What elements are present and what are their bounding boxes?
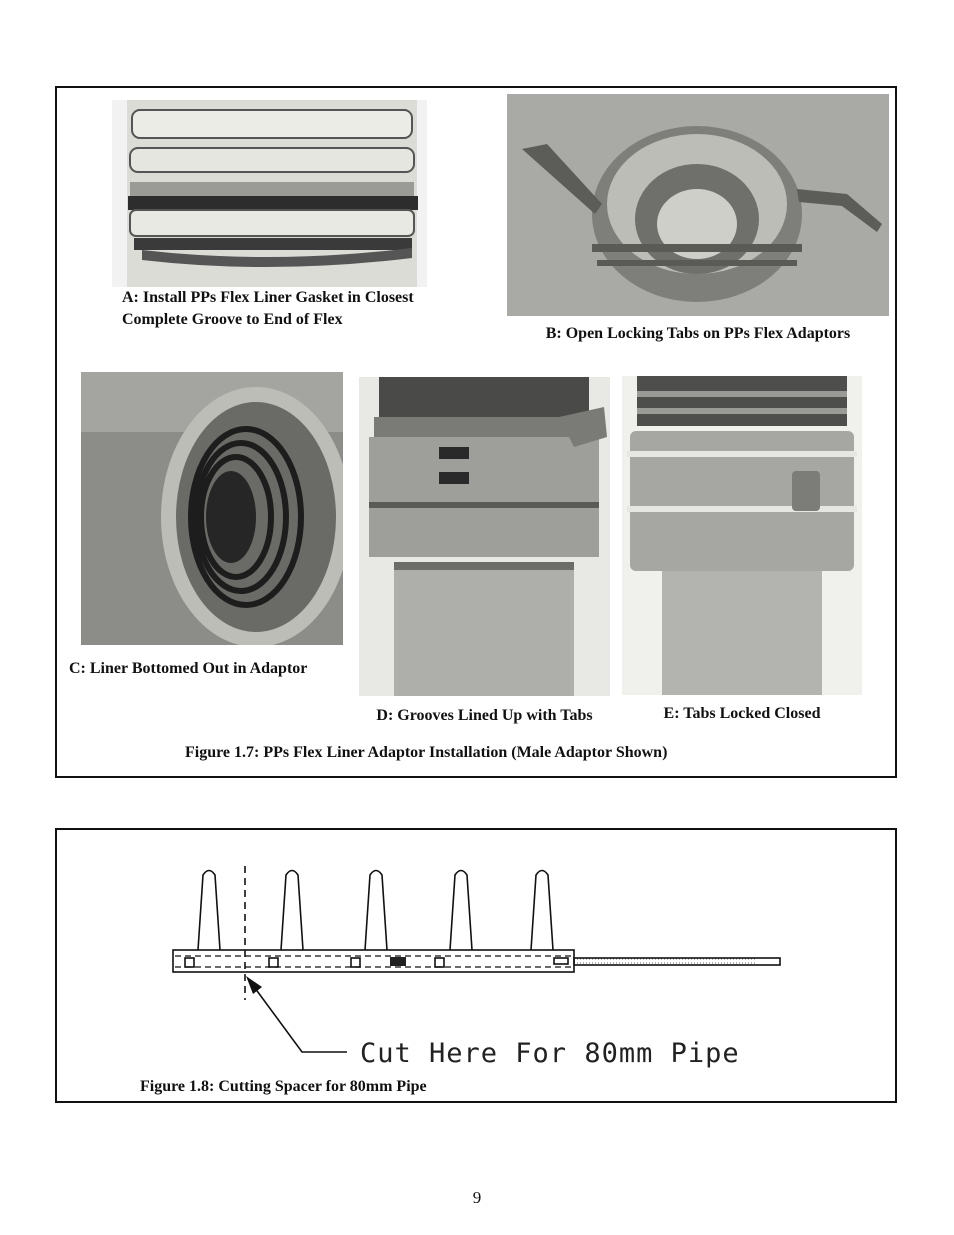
page-number: 9 bbox=[472, 1188, 482, 1207]
caption-e: E: Tabs Locked Closed bbox=[663, 705, 821, 722]
photo-b-image bbox=[507, 94, 889, 316]
photo-b-locking-tabs bbox=[507, 94, 889, 316]
photo-c-image bbox=[81, 372, 343, 645]
callout-leader bbox=[252, 984, 347, 1052]
photo-a-gasket bbox=[112, 100, 427, 287]
spacer-body bbox=[173, 950, 574, 972]
photo-a-image bbox=[112, 100, 427, 287]
spacer-finger-5 bbox=[531, 871, 553, 951]
photo-d-image bbox=[359, 377, 610, 696]
photo-c-liner-bottomed bbox=[81, 372, 343, 645]
spacer-finger-1 bbox=[198, 871, 220, 951]
figure-1-8-frame bbox=[55, 828, 897, 1103]
caption-b: B: Open Locking Tabs on PPs Flex Adaptors bbox=[545, 325, 851, 342]
callout-text: Cut Here For 80mm Pipe bbox=[360, 1038, 740, 1069]
caption-c: C: Liner Bottomed Out in Adaptor bbox=[69, 660, 308, 677]
callout-arrowhead bbox=[246, 976, 262, 994]
caption-d: D: Grooves Lined Up with Tabs bbox=[376, 707, 593, 724]
photo-d-grooves-aligned bbox=[359, 377, 610, 696]
spacer-finger-3 bbox=[365, 871, 387, 951]
spacer-finger-4 bbox=[450, 871, 472, 951]
spacer-diagram bbox=[57, 830, 895, 1101]
figure-1-8-caption: Figure 1.8: Cutting Spacer for 80mm Pipe bbox=[140, 1078, 427, 1095]
spacer-finger-2 bbox=[281, 871, 303, 951]
figure-1-7-frame bbox=[55, 86, 897, 778]
figure-1-7-caption: Figure 1.7: PPs Flex Liner Adaptor Installation (Male Adaptor Shown) bbox=[185, 744, 668, 761]
photo-e-image bbox=[622, 376, 862, 695]
caption-a: A: Install PPs Flex Liner Gasket in Closest Complete Groove to End of Flex bbox=[122, 289, 414, 328]
photo-e-tabs-locked bbox=[622, 376, 862, 695]
